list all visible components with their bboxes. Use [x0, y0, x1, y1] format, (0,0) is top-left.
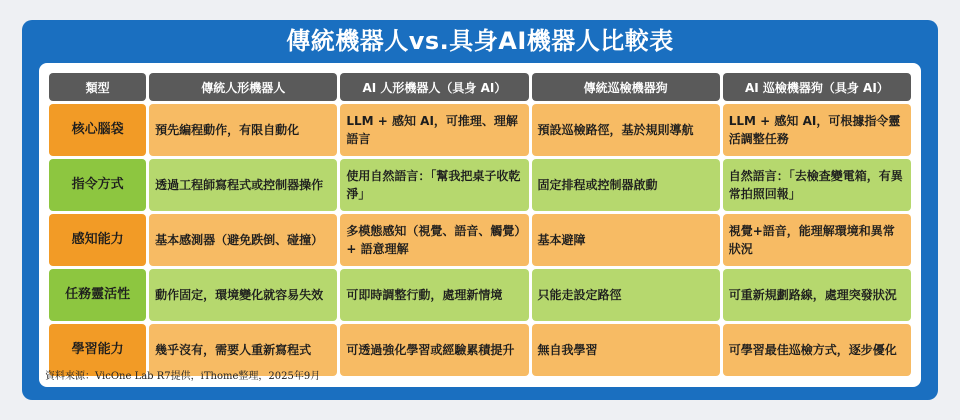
table-row	[49, 159, 911, 211]
source-note: 資料來源：VicOne Lab R7提供，iThome整理，2025年9月	[45, 371, 321, 382]
table-cell: 基本避障	[532, 214, 720, 266]
row-label: 核心腦袋	[49, 104, 146, 156]
table-cell: 預設巡檢路徑，基於規則導航	[532, 104, 720, 156]
header-traditional-robot-dog: 傳統巡檢機器狗	[532, 73, 720, 101]
table-cell: 基本感測器（避免跌倒、碰撞）	[149, 214, 337, 266]
table-cell: 可透過強化學習或經驗累積提升	[340, 324, 528, 376]
table-cell: 可即時調整行動，處理新情境	[340, 269, 528, 321]
row-label: 感知能力	[49, 214, 146, 266]
table-header-row	[49, 73, 911, 101]
table-cell: 透過工程師寫程式或控制器操作	[149, 159, 337, 211]
table-cell: 可學習最佳巡檢方式，逐步優化	[723, 324, 911, 376]
table-cell: 只能走設定路徑	[532, 269, 720, 321]
table-panel	[39, 63, 921, 387]
table-cell: 多模態感知（視覺、語音、觸覺）+ 語意理解	[340, 214, 528, 266]
table-cell: 使用自然語言：「幫我把桌子收乾淨」	[340, 159, 528, 211]
table-row	[49, 214, 911, 266]
table-cell: 固定排程或控制器啟動	[532, 159, 720, 211]
table-cell: 動作固定，環境變化就容易失效	[149, 269, 337, 321]
comparison-card	[22, 20, 938, 400]
page-title: 傳統機器人vs.具身AI機器人比較表	[286, 27, 674, 55]
table-cell: LLM + 感知 AI，可推理、理解語言	[340, 104, 528, 156]
table-cell: 視覺+語音，能理解環境和異常狀況	[723, 214, 911, 266]
table-cell: 可重新規劃路線，處理突發狀況	[723, 269, 911, 321]
table-row	[49, 104, 911, 156]
row-label: 學習能力	[49, 324, 146, 376]
header-type: 類型	[49, 73, 146, 101]
row-label: 任務靈活性	[49, 269, 146, 321]
table-cell: 無自我學習	[532, 324, 720, 376]
table-row	[49, 269, 911, 321]
table-cell: 自然語言：「去檢查變電箱，有異常拍照回報」	[723, 159, 911, 211]
row-label: 指令方式	[49, 159, 146, 211]
table-cell: LLM + 感知 AI，可根據指令靈活調整任務	[723, 104, 911, 156]
table-cell: 預先編程動作，有限自動化	[149, 104, 337, 156]
header-ai-robot-dog: AI 巡檢機器狗（具身 AI）	[723, 73, 911, 101]
header-traditional-humanoid: 傳統人形機器人	[149, 73, 337, 101]
comparison-table	[46, 70, 914, 379]
table-cell: 幾乎沒有，需要人重新寫程式	[149, 324, 337, 376]
header-ai-humanoid: AI 人形機器人（具身 AI）	[340, 73, 528, 101]
